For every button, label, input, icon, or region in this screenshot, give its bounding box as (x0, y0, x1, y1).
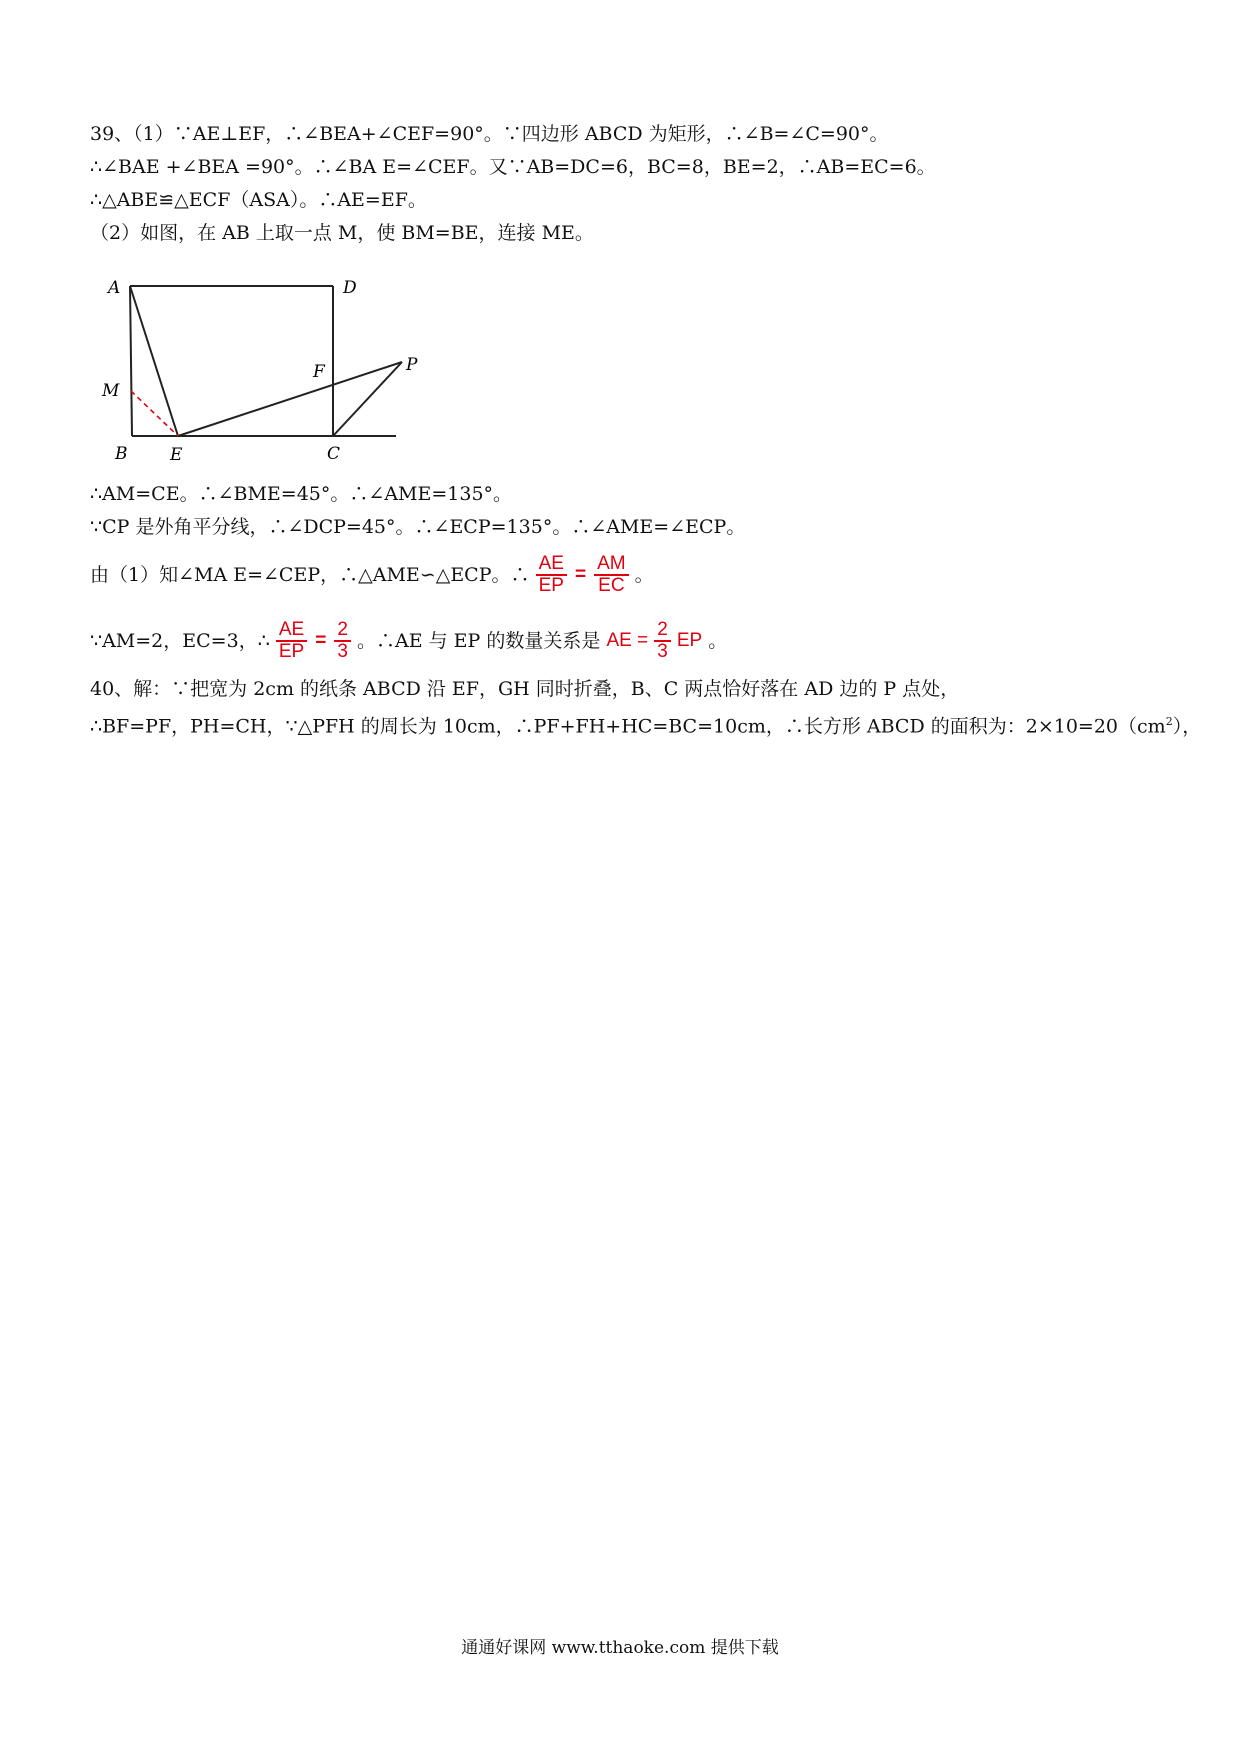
fraction-two-thirds (334, 620, 351, 662)
fraction-denominator: EC (598, 575, 625, 596)
answer-rhs: EP (676, 630, 703, 651)
q39-line-1: 39、（1）∵AE⊥EF，∴∠BEA+∠CEF=90°。∵四边形 ABCD 为矩形，∴∠B=∠C=90°。 (90, 123, 889, 145)
fraction-denominator: EP (538, 575, 564, 596)
q39-line-8-end: 。 (708, 630, 728, 652)
label-C: C (327, 444, 341, 464)
segment-AB (130, 286, 132, 436)
fraction-ae-ep (276, 620, 307, 662)
fraction-numerator: AE (536, 554, 567, 576)
fraction-numerator: 2 (654, 620, 671, 642)
fraction-two-thirds (654, 620, 671, 662)
q39-line-8-text: ∵AM=2，EC=3，∴ (90, 630, 270, 652)
label-B: B (115, 444, 128, 464)
footer: 通通好课网 www.tthaoke.com 提供下载 (461, 1638, 779, 1658)
q39-line-3: ∴△ABE≌△ECF（ASA）。∴AE=EF。 (90, 189, 427, 211)
label-M: M (102, 381, 120, 401)
fraction-numerator: AM (594, 554, 629, 576)
answer-lhs: AE = (606, 630, 649, 651)
q39-line-5: ∴AM=CE。∴∠BME=45°。∴∠AME=135°。 (90, 483, 513, 505)
equals-sign: = (315, 630, 327, 651)
equals-sign: = (574, 564, 587, 585)
label-D: D (343, 278, 357, 298)
fraction-numerator: 2 (334, 620, 351, 642)
q39-line-7-end: 。 (634, 564, 654, 586)
segment-AE (130, 286, 178, 436)
fraction-denominator: 3 (657, 641, 668, 662)
q39-line-2: ∴∠BAE +∠BEA =90°。∴∠BA E=∠CEF。又∵AB=DC=6，BC=8，BE=2，∴AB=EC=6。 (90, 156, 936, 178)
q39-line-8 (90, 620, 727, 662)
fraction-ae-ep (536, 554, 567, 596)
fraction-am-ec (594, 554, 629, 596)
geometry-figure (100, 266, 418, 466)
q39-line-4: （2）如图，在 AB 上取一点 M，使 BM=BE，连接 ME。 (90, 222, 594, 244)
q40-line-2-end: ）， (1172, 715, 1202, 738)
label-P: P (406, 355, 418, 375)
label-A: A (108, 278, 121, 298)
q39-line-7 (90, 554, 654, 596)
fraction-denominator: 3 (337, 641, 348, 662)
q40-line-2-text: ∴BF=PF，PH=CH，∵△PFH 的周长为 10cm，∴PF+FH+HC=BC=10cm，∴长方形 ABCD 的面积为：2×10=20（cm (90, 715, 1166, 738)
q39-line-7-text: 由（1）知∠MA E=∠CEP，∴△AME∽△ECP。∴ (90, 564, 530, 586)
q39-line-8-mid: 。∴AE 与 EP 的数量关系是 (357, 630, 601, 652)
q40-line-2 (90, 710, 1201, 738)
label-E: E (170, 445, 183, 465)
q39-line-6: ∵CP 是外角平分线，∴∠DCP=45°。∴∠ECP=135°。∴∠AME=∠ECP。 (90, 516, 746, 538)
fraction-numerator: AE (276, 620, 307, 642)
fraction-denominator: EP (278, 641, 305, 662)
q40-line-1: 40、解：∵把宽为 2cm 的纸条 ABCD 沿 EF，GH 同时折叠，B、C 两点恰好落在 AD 边的 P 点处， (90, 678, 960, 700)
superscript: 2 (1165, 715, 1173, 728)
label-F: F (313, 362, 325, 382)
